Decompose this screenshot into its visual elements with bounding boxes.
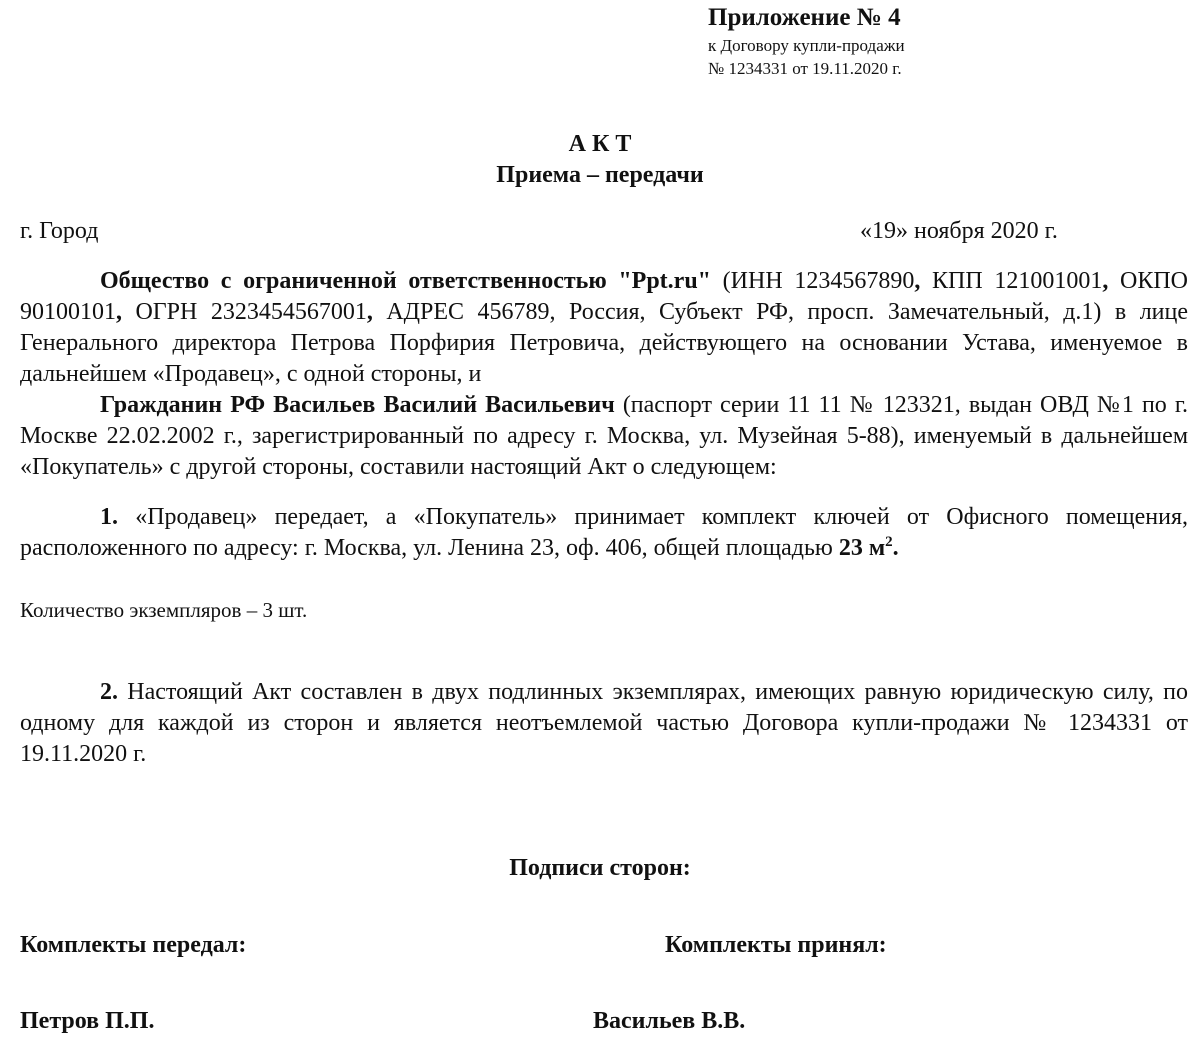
- received-label: Комплекты принял:: [665, 932, 887, 958]
- seller-sep-1: ,: [914, 268, 921, 294]
- seller-sep-4: ,: [366, 299, 373, 325]
- copies-count: Количество экземпляров – 3 шт.: [20, 598, 308, 622]
- clause-1-area-end: .: [892, 535, 899, 561]
- seller-details: АДРЕС 456789, Россия, Субъект РФ, просп. Замечательный, д.1) в лице Генерального директора Петрова Порфирия Петровича, действующего на основании Устава, именуемое в дальнейшем «Продавец», с одной стороны, и: [20, 299, 1189, 387]
- clause-1-text: «Продавец» передает, а «Покупатель» принимает комплект ключей от Офисного помещения, расположенного по адресу: г. Москва, ул. Ленина 23, оф. 406, общей площадью: [20, 504, 1188, 561]
- buyer-signatory-name: Васильев В.В.: [593, 1008, 746, 1034]
- seller-okpo: ОКПО 90100101: [20, 268, 1189, 325]
- act-subtitle: Приема – передачи: [496, 162, 704, 188]
- appendix-title: Приложение № 4: [708, 4, 901, 31]
- seller-inn: (ИНН 1234567890: [711, 268, 915, 294]
- clause-1-area: [839, 535, 899, 561]
- seller-sep-2: ,: [1102, 268, 1109, 294]
- city: г. Город: [20, 218, 99, 244]
- handed-over-label: Комплекты передал:: [20, 932, 247, 958]
- appendix-contract-ref: к Договору купли-продажи: [708, 36, 905, 55]
- signatures-heading: Подписи сторон:: [509, 855, 691, 881]
- seller-name: Общество с ограниченной ответственностью "Ppt.ru": [100, 268, 711, 294]
- buyer-name: Гражданин РФ Васильев Василий Васильевич: [100, 392, 615, 418]
- buyer-details: (паспорт серии 11 11 № 123321, выдан ОВД №1 по г. Москве 22.02.2002 г., зарегистрированный по адресу г. Москва, ул. Музейная 5-88), именуемый в дальнейшем «Покупатель» с другой стороны, составили настоящий Акт о следующем:: [20, 392, 1188, 480]
- parties-buyer-paragraph: [20, 390, 1188, 483]
- clause-1-area-value: 23 м: [838, 535, 886, 561]
- clause-2-number: 2.: [100, 679, 118, 705]
- act-title: А К Т: [568, 131, 632, 157]
- clause-1-area-superscript: 2: [885, 534, 893, 550]
- clause-1-number: 1.: [100, 504, 118, 530]
- seller-kpp: КПП 121001001: [920, 268, 1103, 294]
- clause-2-text: Настоящий Акт составлен в двух подлинных экземплярах, имеющих равную юридическую силу, по одному для каждой из сторон и является неотъемлемой частью Договора купли-продажи № 1234331 от 19.11.2020 г.: [20, 679, 1188, 767]
- act-date: «19» ноября 2020 г.: [860, 218, 1058, 244]
- appendix-contract-number: № 1234331 от 19.11.2020 г.: [708, 59, 902, 78]
- clause-1: [20, 502, 1188, 564]
- seller-sep-3: ,: [116, 299, 122, 325]
- seller-signatory-name: Петров П.П.: [20, 1008, 155, 1034]
- clause-2: [20, 677, 1188, 770]
- parties-seller-paragraph: [20, 266, 1188, 390]
- seller-ogrn: ОГРН 2323454567001: [122, 299, 367, 325]
